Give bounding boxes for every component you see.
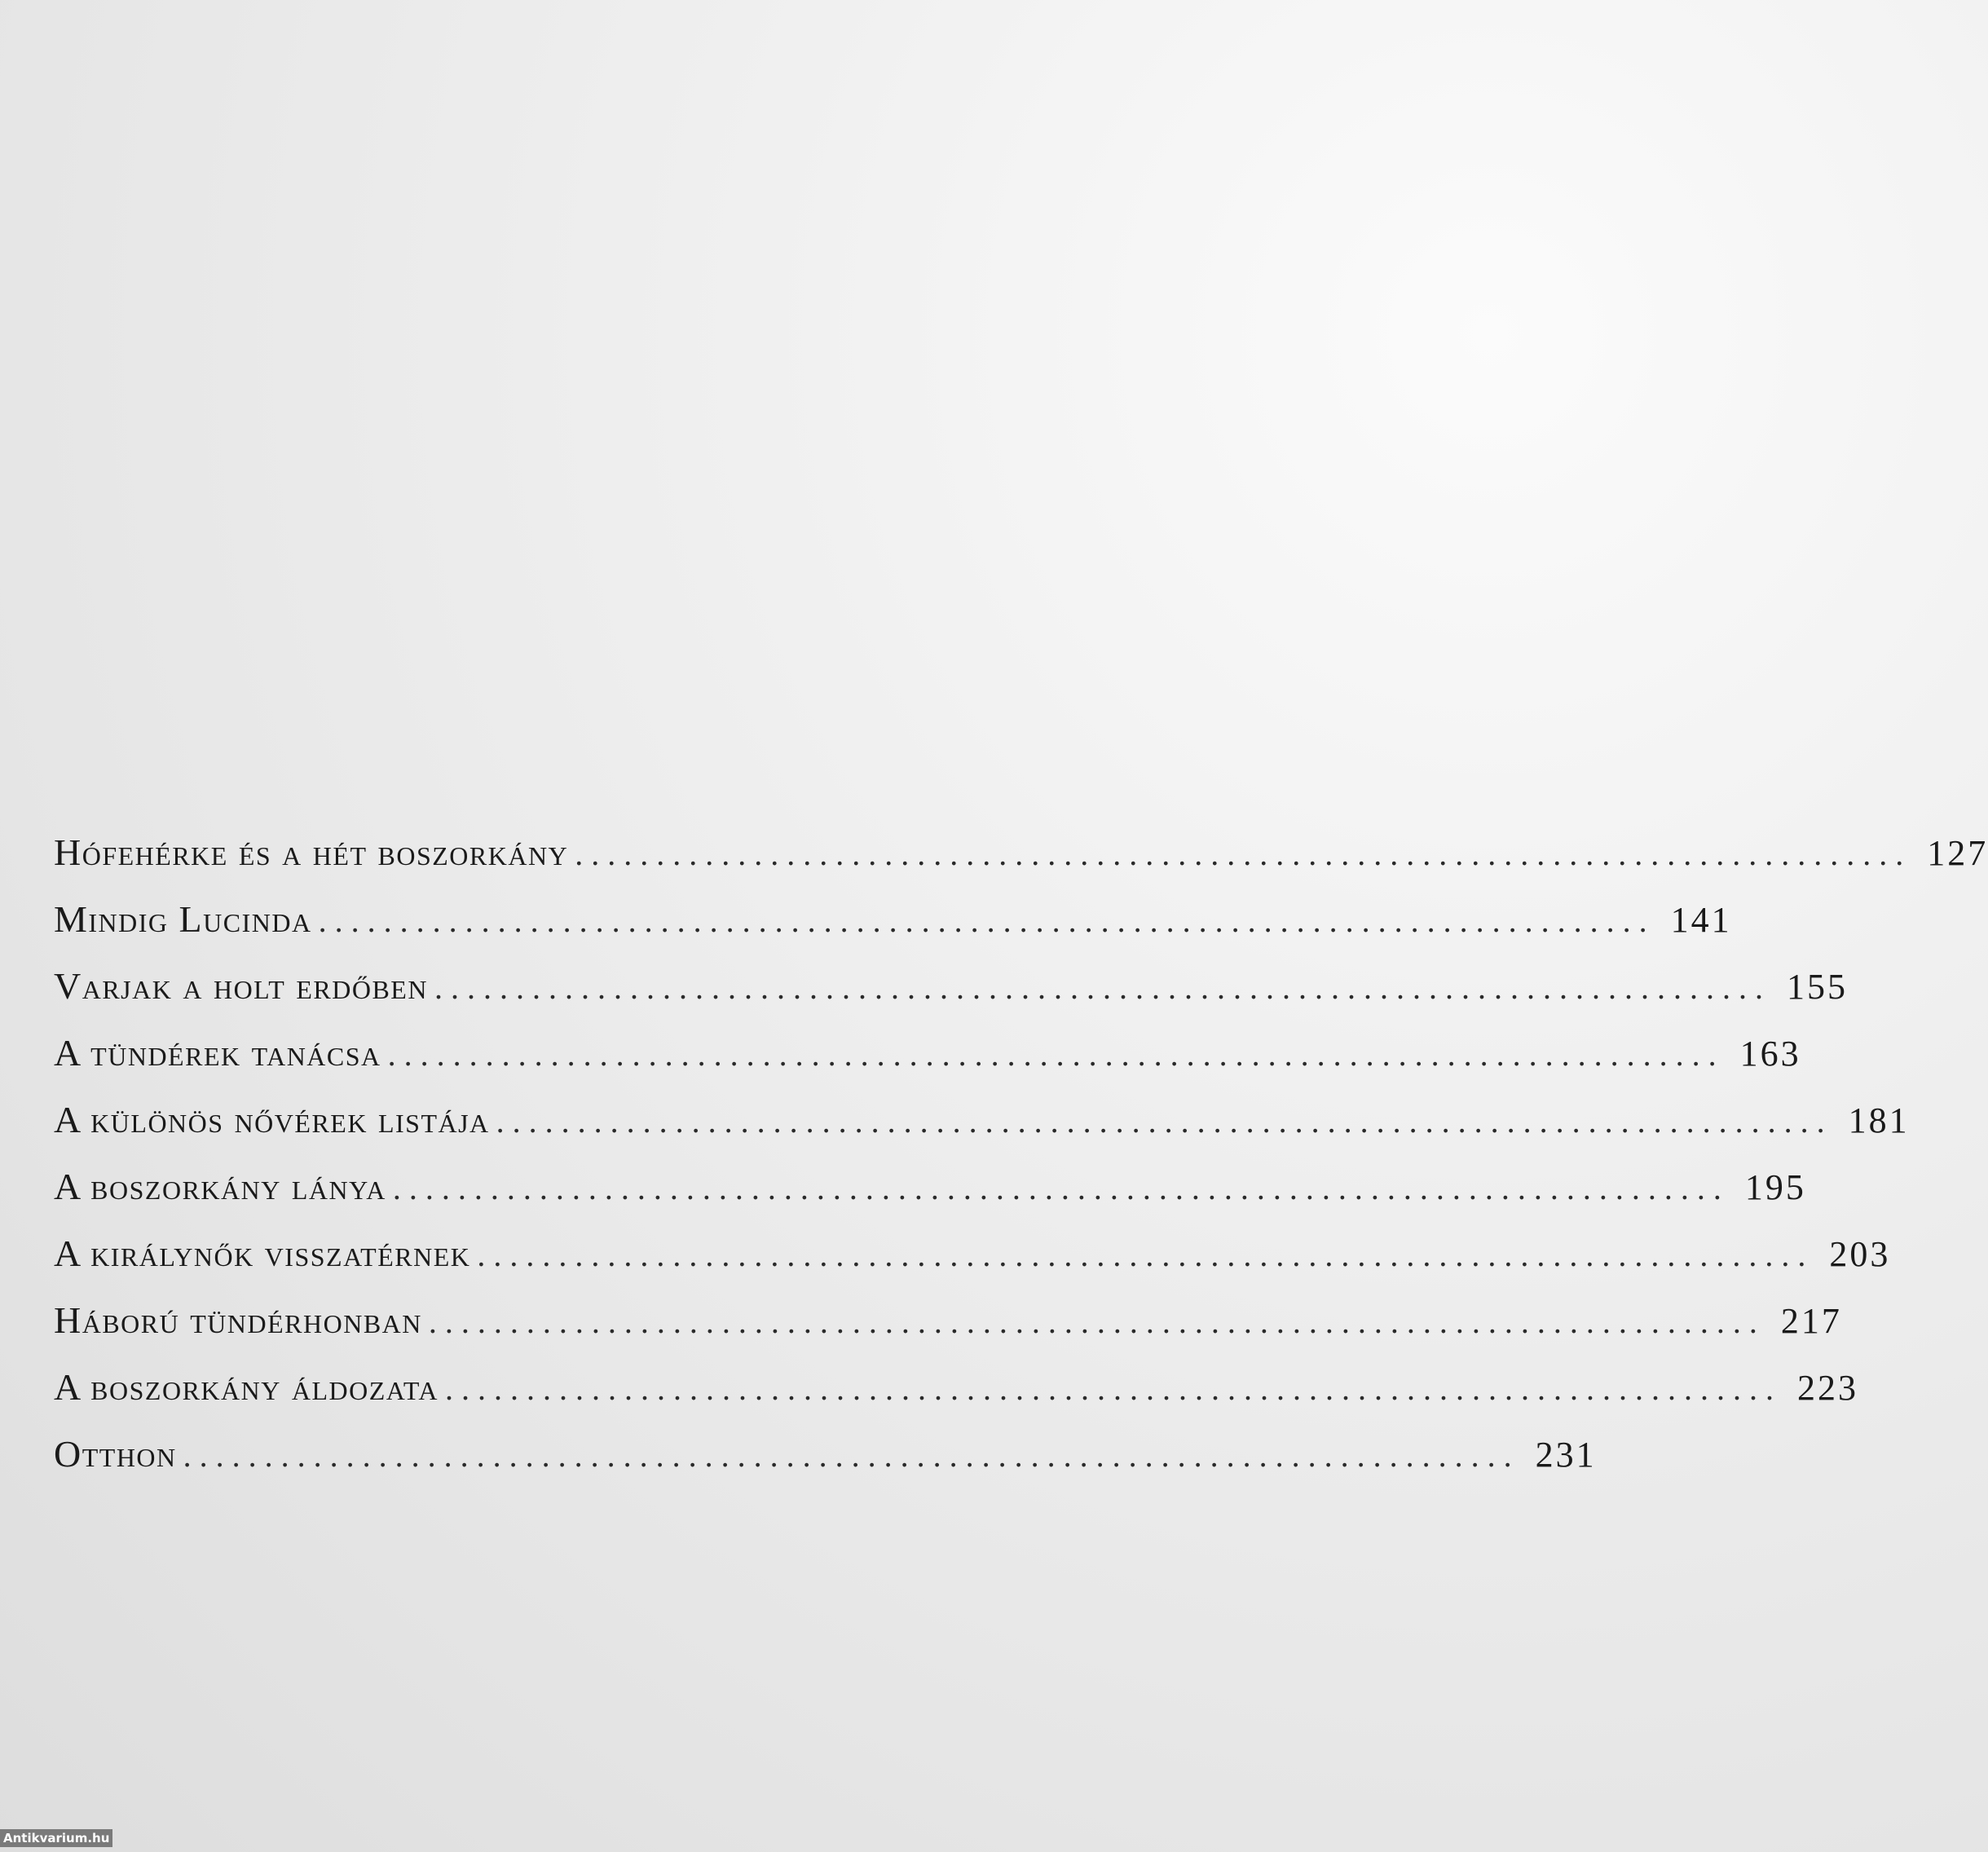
dot-leader: .................................................................................. [183,1437,1520,1474]
toc-entry [54,1354,1858,1421]
toc-page-number: 203 [1829,1234,1891,1274]
dot-leader: .................................................................................. [428,1303,1765,1340]
table-of-contents [54,819,1988,1488]
dot-leader: .................................................................................. [477,1237,1814,1273]
toc-title: Varjak a holt erdőben [54,965,428,1007]
toc-entry [54,953,1848,1020]
dot-leader: .................................................................................. [318,902,1655,939]
toc-page-number: 155 [1786,967,1848,1007]
toc-title: A tündérek tanácsa [54,1032,381,1074]
toc-page-number: 141 [1670,900,1732,940]
toc-entry [54,1287,1842,1354]
toc-entry [54,1020,1801,1087]
toc-page-number: 217 [1780,1301,1842,1341]
toc-entry [54,1153,1806,1220]
toc-title: A boszorkány áldozata [54,1366,439,1408]
dot-leader: .................................................................................. [444,1370,1782,1407]
toc-page-number: 163 [1739,1034,1801,1074]
toc-title: A boszorkány lánya [54,1166,386,1207]
watermark: Antikvarium.hu [0,1829,112,1847]
toc-entry [54,1421,1597,1488]
toc-page-number: 181 [1848,1100,1910,1140]
toc-title: Otthon [54,1433,177,1475]
toc-page-number: 195 [1744,1167,1806,1207]
toc-entry [54,886,1732,953]
toc-title: A királynők visszatérnek [54,1232,471,1274]
toc-title: A különös nővérek listája [54,1099,490,1140]
toc-title: Hófehérke és a hét boszorkány [54,831,569,873]
toc-page-number: 223 [1796,1368,1858,1408]
toc-title: Mindig Lucinda [54,898,312,940]
toc-entry [54,1087,1910,1153]
toc-entry [54,1220,1891,1287]
toc-title: Háború tündérhonban [54,1299,422,1341]
dot-leader: .................................................................................. [387,1036,1725,1073]
dot-leader: .................................................................................. [434,969,1771,1006]
dot-leader: .................................................................................. [392,1170,1730,1206]
toc-entry [54,819,1988,886]
toc-page-number: 127 [1927,833,1988,873]
toc-page-number: 231 [1535,1435,1597,1475]
dot-leader: .................................................................................. [496,1103,1833,1140]
dot-leader: .................................................................................. [575,836,1912,872]
